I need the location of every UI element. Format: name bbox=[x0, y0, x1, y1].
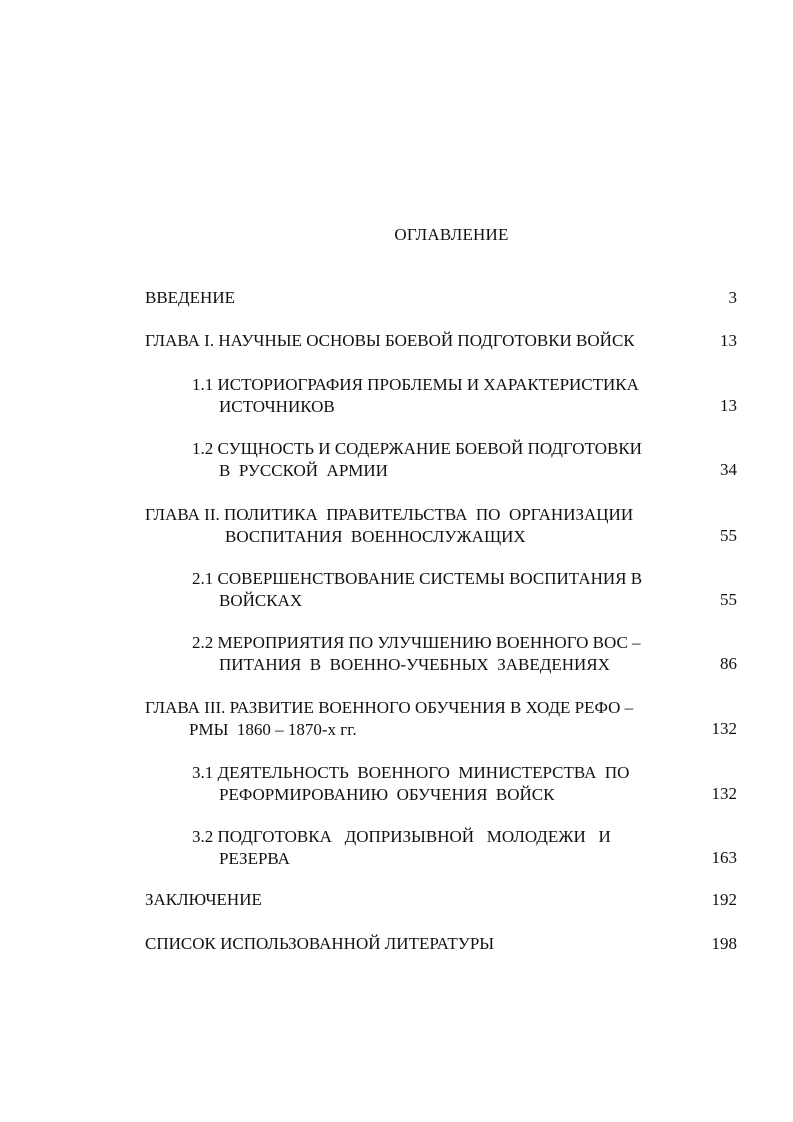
toc-entry-title-line-2: ИСТОЧНИКОВ bbox=[219, 397, 335, 416]
toc-entry-title-line-1: 3.2 ПОДГОТОВКА ДОПРИЗЫВНОЙ МОЛОДЕЖИ И bbox=[192, 827, 611, 846]
toc-entry-section-3-2 bbox=[192, 826, 611, 870]
toc-entry-title-line-2: ПИТАНИЯ В ВОЕННО-УЧЕБНЫХ ЗАВЕДЕНИЯХ bbox=[219, 655, 610, 674]
toc-entry-title-line-1: ГЛАВА II. ПОЛИТИКА ПРАВИТЕЛЬСТВА ПО ОРГАНИЗАЦИИ bbox=[145, 505, 634, 524]
toc-page-number: 192 bbox=[711, 890, 737, 909]
toc-entry-title-line-1: 3.1 ДЕЯТЕЛЬНОСТЬ ВОЕННОГО МИНИСТЕРСТВА ПО bbox=[192, 763, 630, 782]
toc-entry-bibliography bbox=[145, 934, 494, 954]
toc-entry-title-line-1: 2.1 СОВЕРШЕНСТВОВАНИЕ СИСТЕМЫ ВОСПИТАНИЯ В bbox=[192, 569, 643, 588]
toc-entry-title-line-1: 2.2 МЕРОПРИЯТИЯ ПО УЛУЧШЕНИЮ ВОЕННОГО ВОС – bbox=[192, 633, 641, 652]
toc-entry-title: ВВЕДЕНИЕ bbox=[145, 288, 235, 307]
toc-entry-chapter-2 bbox=[145, 504, 633, 548]
toc-entry-section-3-1 bbox=[192, 762, 629, 806]
toc-entry-title-line-1: 1.1 ИСТОРИОГРАФИЯ ПРОБЛЕМЫ И ХАРАКТЕРИСТИКА bbox=[192, 375, 639, 394]
toc-entry-conclusion bbox=[145, 890, 262, 910]
toc-page-number: 13 bbox=[720, 331, 737, 350]
toc-entry-title-line-1: 1.2 СУЩНОСТЬ И СОДЕРЖАНИЕ БОЕВОЙ ПОДГОТОВКИ bbox=[192, 439, 642, 458]
toc-page-number: 34 bbox=[720, 460, 737, 479]
toc-entry-title-line-2: РЕФОРМИРОВАНИЮ ОБУЧЕНИЯ ВОЙСК bbox=[219, 785, 555, 804]
toc-entry-title: ГЛАВА I. НАУЧНЫЕ ОСНОВЫ БОЕВОЙ ПОДГОТОВКИ ВОЙСК bbox=[145, 331, 635, 350]
toc-entry-title-line-2: В РУССКОЙ АРМИИ bbox=[219, 461, 388, 480]
toc-entry-introduction bbox=[145, 288, 235, 308]
toc-entry-chapter-1 bbox=[145, 331, 635, 351]
toc-entry-title-line-2: ВОСПИТАНИЯ ВОЕННОСЛУЖАЩИХ bbox=[225, 527, 526, 546]
toc-entry-section-2-1 bbox=[192, 568, 642, 612]
toc-page-number: 13 bbox=[720, 396, 737, 415]
toc-entry-section-2-2 bbox=[192, 632, 641, 676]
toc-entry-title-line-2: РЕЗЕРВА bbox=[219, 849, 290, 868]
toc-entry-title: ЗАКЛЮЧЕНИЕ bbox=[145, 890, 262, 909]
toc-entry-title-line-2: ВОЙСКАХ bbox=[219, 591, 303, 610]
toc-page-number: 55 bbox=[720, 590, 737, 609]
toc-page-number: 86 bbox=[720, 654, 737, 673]
page-title: ОГЛАВЛЕНИЕ bbox=[394, 225, 509, 244]
toc-page-number: 198 bbox=[711, 934, 737, 953]
toc-entry-title-line-1: ГЛАВА III. РАЗВИТИЕ ВОЕННОГО ОБУЧЕНИЯ В ХОДЕ РЕФО – bbox=[145, 698, 634, 717]
toc-page-number: 3 bbox=[728, 288, 737, 307]
toc-entry-section-1-2 bbox=[192, 438, 642, 482]
toc-page-number: 132 bbox=[711, 784, 737, 803]
toc-entry-title: СПИСОК ИСПОЛЬЗОВАННОЙ ЛИТЕРАТУРЫ bbox=[145, 934, 495, 953]
toc-page-number: 163 bbox=[711, 848, 737, 867]
toc-entry-title-line-2: РМЫ 1860 – 1870-х гг. bbox=[189, 720, 357, 739]
toc-entry-chapter-3 bbox=[145, 697, 633, 741]
toc-page-number: 132 bbox=[711, 719, 737, 738]
toc-page-number: 55 bbox=[720, 526, 737, 545]
toc-entry-section-1-1 bbox=[192, 374, 639, 418]
